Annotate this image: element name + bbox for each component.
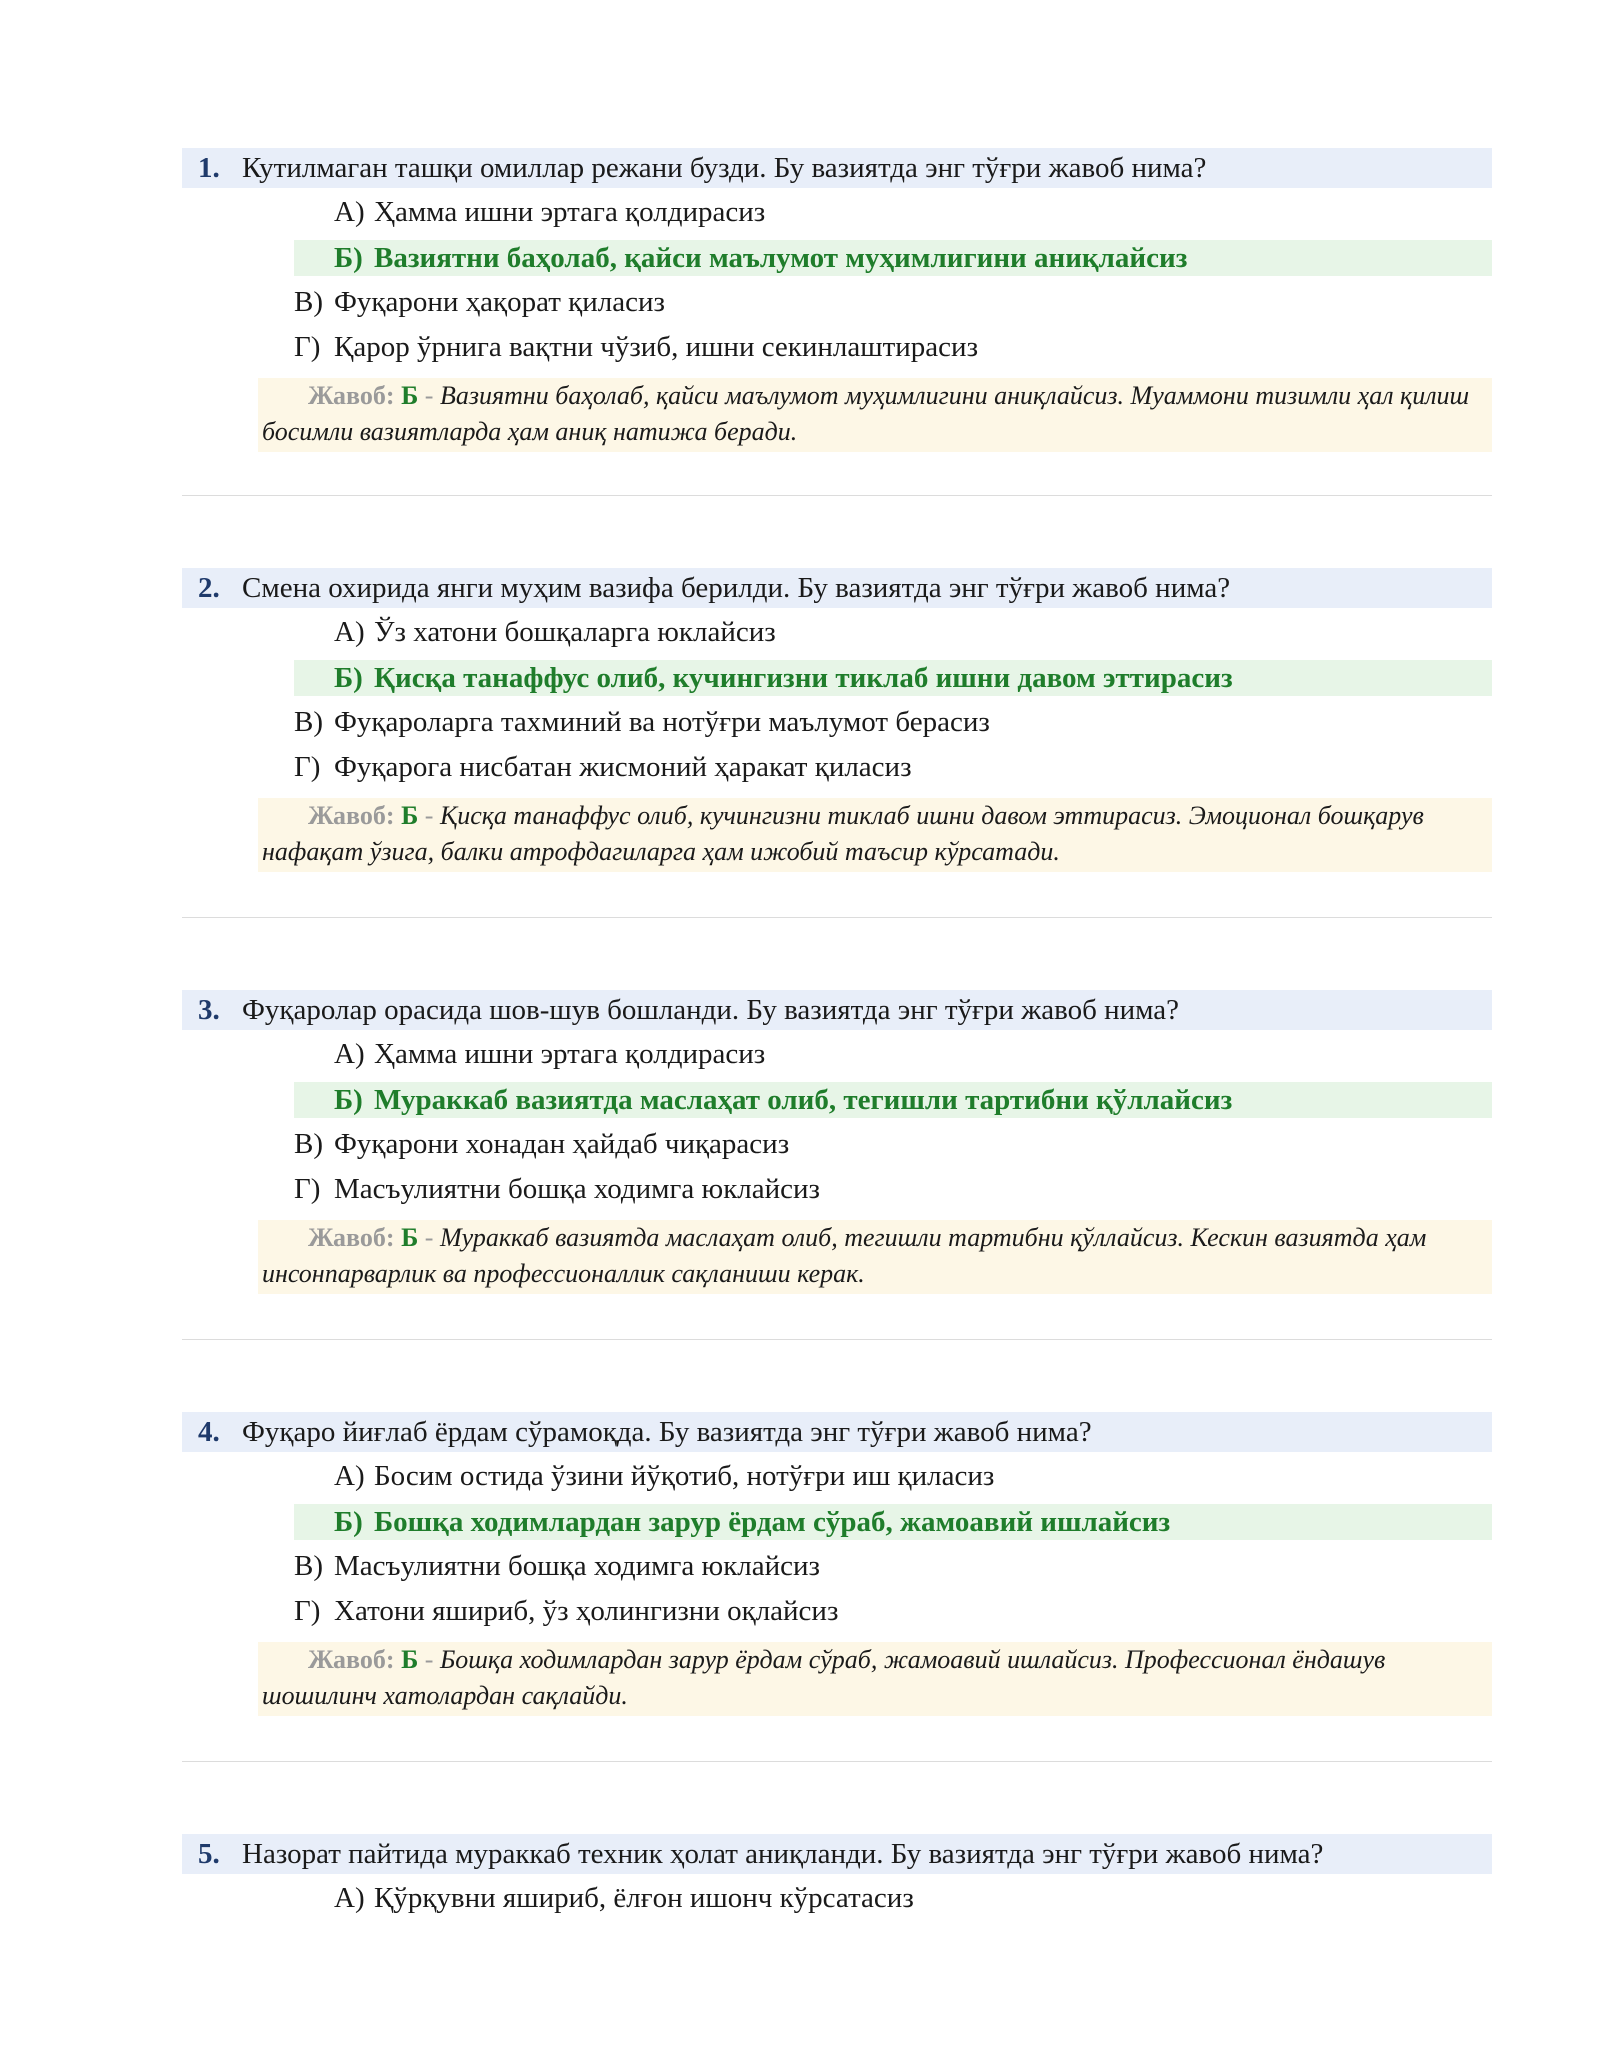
option-d [182,1589,1492,1634]
option-text: Фуқарога нисбатан жисмоний ҳаракат қиласиз [334,751,912,783]
answer-box [258,1220,1492,1294]
answer-key: Б [401,381,419,410]
option-letter: В) [294,1128,323,1160]
option-a [182,1454,1492,1499]
option-text: Фуқароларга тахминий ва нотўғри маълумот берасиз [334,706,990,738]
question-5 [182,1834,1492,1921]
question-text: Назорат пайтида мураккаб техник ҳолат аниқланди. Бу вазиятда энг тўғри жавоб нима? [242,1838,1324,1870]
option-text: Мураккаб вазиятда маслаҳат олиб, тегишли тартибни қўллайсиз [374,1084,1233,1116]
option-letter: Б) [334,242,363,274]
option-d [182,1167,1492,1212]
answer-text: Бошқа ходимлардан зарур ёрдам сўраб, жамоавий ишлайсиз. Профессионал ёндашув шошилинч хатолардан сақлайди. [262,1645,1386,1710]
question-2 [182,568,1492,872]
question-header [182,1412,1492,1452]
divider [182,495,1492,496]
option-text: Вазиятни баҳолаб, қайси маълумот муҳимлигини аниқлайсиз [374,242,1188,274]
option-d [182,325,1492,370]
question-number: 5. [198,1838,220,1870]
option-letter: Б) [334,1506,363,1538]
answer-box [258,1642,1492,1716]
question-text: Фуқаролар орасида шов-шув бошланди. Бу вазиятда энг тўғри жавоб нима? [242,994,1180,1026]
answer-box [258,378,1492,452]
question-header [182,1834,1492,1874]
option-letter: Г) [294,751,321,783]
answer-key: Б [401,801,419,830]
option-text: Хатони яшириб, ўз ҳолингизни оқлайсиз [334,1595,839,1627]
option-c [182,280,1492,325]
question-header [182,148,1492,188]
option-text: Масъулиятни бошқа ходимга юклайсиз [334,1550,821,1582]
answer-label: Жавоб: [308,1223,395,1252]
question-header [182,990,1492,1030]
divider [182,1339,1492,1340]
answer-text: Вазиятни баҳолаб, қайси маълумот муҳимлигини аниқлайсиз. Муаммони тизимли ҳал қилиш босимли вазиятларда ҳам аниқ натижа беради. [262,381,1470,446]
option-letter: А) [334,616,365,648]
option-letter: В) [294,1550,323,1582]
option-text: Масъулиятни бошқа ходимга юклайсиз [334,1173,821,1205]
option-text: Ҳамма ишни эртага қолдирасиз [374,1038,766,1070]
option-text: Қарор ўрнига вақтни чўзиб, ишни секинлаштирасиз [334,331,979,363]
answer-dash: - [424,801,434,830]
question-number: 4. [198,1416,220,1448]
option-letter: В) [294,706,323,738]
option-letter: А) [334,1038,365,1070]
option-text: Ҳамма ишни эртага қолдирасиз [374,196,766,228]
option-a [182,610,1492,655]
answer-box [258,798,1492,872]
option-a [182,1032,1492,1077]
question-number: 3. [198,994,220,1026]
option-letter: Г) [294,1173,321,1205]
option-a [182,1876,1492,1921]
option-text: Фуқарони хонадан ҳайдаб чиқарасиз [334,1128,790,1160]
option-letter: Б) [334,662,363,694]
answer-label: Жавоб: [308,801,395,830]
question-number: 1. [198,152,220,184]
option-text: Қўрқувни яшириб, ёлғон ишонч кўрсатасиз [374,1882,914,1914]
answer-dash: - [424,1223,434,1252]
divider [182,917,1492,918]
option-letter: А) [334,1882,365,1914]
answer-label: Жавоб: [308,1645,395,1674]
option-b-correct [294,240,1492,276]
option-d [182,745,1492,790]
question-text: Кутилмаган ташқи омиллар режани бузди. Бу вазиятда энг тўғри жавоб нима? [242,152,1207,184]
option-c [182,1544,1492,1589]
answer-key: Б [401,1645,419,1674]
answer-dash: - [424,1645,434,1674]
option-letter: Г) [294,1595,321,1627]
question-1 [182,148,1492,452]
question-text: Фуқаро йиғлаб ёрдам сўрамоқда. Бу вазиятда энг тўғри жавоб нима? [242,1416,1092,1448]
option-letter: Г) [294,331,321,363]
option-text: Фуқарони ҳақорат қиласиз [334,286,665,318]
option-text: Босим остида ўзини йўқотиб, нотўғри иш қиласиз [374,1460,995,1492]
option-b-correct [294,1504,1492,1540]
answer-key: Б [401,1223,419,1252]
option-letter: А) [334,1460,365,1492]
question-text: Смена охирида янги муҳим вазифа берилди. Бу вазиятда энг тўғри жавоб нима? [242,572,1231,604]
question-4 [182,1412,1492,1716]
option-a [182,190,1492,235]
option-b-correct [294,660,1492,696]
question-header [182,568,1492,608]
option-b-correct [294,1082,1492,1118]
answer-text: Қисқа танаффус олиб, кучингизни тиклаб ишни давом эттирасиз. Эмоционал бошқарув нафақат ўзига, балки атрофдагиларга ҳам ижобий таъсир кўрсатади. [262,801,1424,866]
answer-label: Жавоб: [308,381,395,410]
option-c [182,700,1492,745]
question-number: 2. [198,572,220,604]
option-letter: А) [334,196,365,228]
option-text: Бошқа ходимлардан зарур ёрдам сўраб, жамоавий ишлайсиз [374,1506,1171,1538]
answer-text: Мураккаб вазиятда маслаҳат олиб, тегишли тартибни қўллайсиз. Кескин вазиятда ҳам инсонпарварлик ва профессионаллик сақланиши керак. [262,1223,1427,1288]
option-letter: В) [294,286,323,318]
option-c [182,1122,1492,1167]
option-text: Ўз хатони бошқаларга юклайсиз [374,616,776,648]
question-3 [182,990,1492,1294]
answer-dash: - [424,381,434,410]
option-text: Қисқа танаффус олиб, кучингизни тиклаб ишни давом эттирасиз [374,662,1233,694]
option-letter: Б) [334,1084,363,1116]
divider [182,1761,1492,1762]
